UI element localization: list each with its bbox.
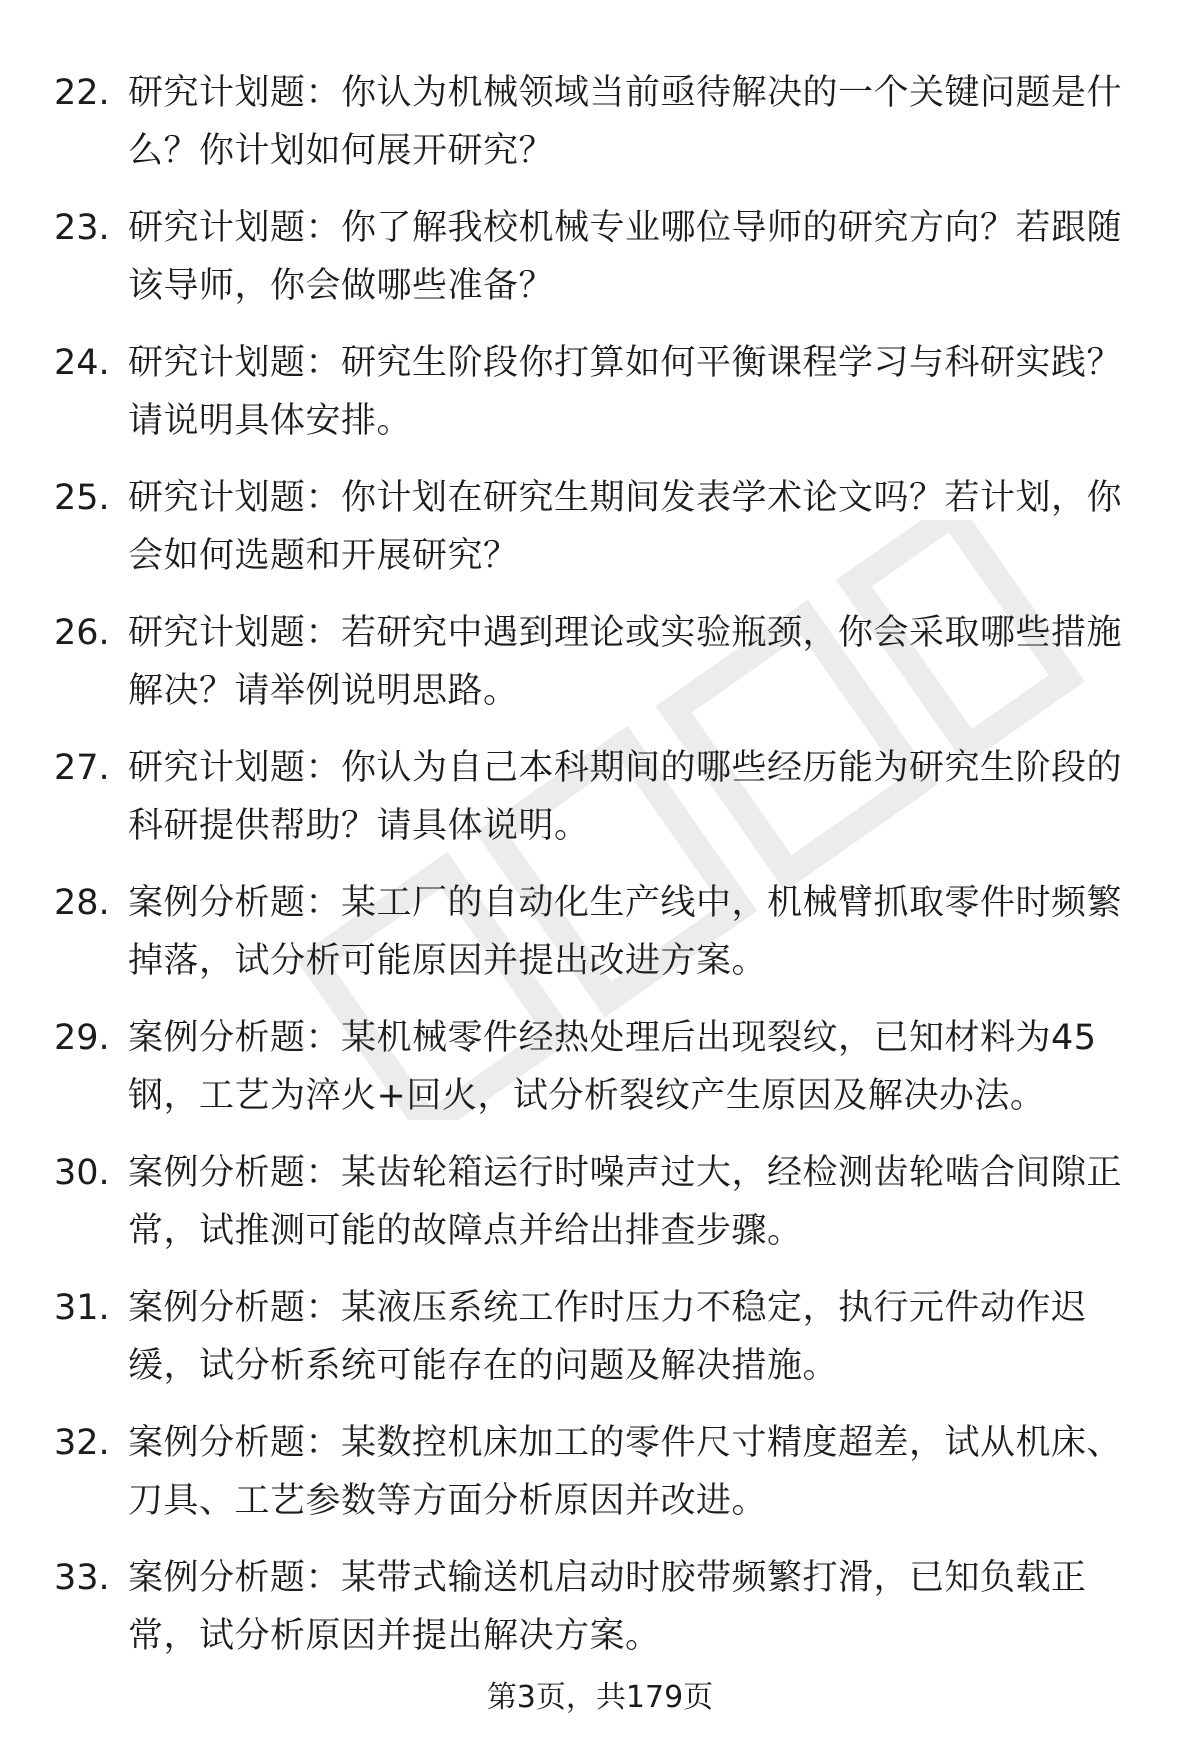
question-item <box>0 326 1200 461</box>
question-item <box>0 866 1200 1001</box>
question-item <box>0 1001 1200 1136</box>
question-item <box>0 461 1200 596</box>
question-number: 27. <box>54 748 110 788</box>
question-item <box>0 1541 1200 1676</box>
question-number: 22. <box>54 73 110 113</box>
question-text: 研究计划题：研究生阶段你打算如何平衡课程学习与科研实践？请说明具体安排。 <box>128 343 1123 441</box>
question-number: 25. <box>54 478 110 518</box>
question-text: 研究计划题：你认为自己本科期间的哪些经历能为研究生阶段的科研提供帮助？请具体说明。 <box>128 748 1123 846</box>
question-text: 研究计划题：你了解我校机械专业哪位导师的研究方向？若跟随该导师，你会做哪些准备？ <box>128 208 1123 306</box>
question-text: 案例分析题：某机械零件经热处理后出现裂纹，已知材料为45钢，工艺为淬火+回火，试分析裂纹产生原因及解决办法。 <box>128 1018 1097 1116</box>
question-text: 案例分析题：某带式输送机启动时胶带频繁打滑，已知负载正常，试分析原因并提出解决方案。 <box>128 1558 1087 1656</box>
question-text: 案例分析题：某液压系统工作时压力不稳定，执行元件动作迟缓，试分析系统可能存在的问题及解决措施。 <box>128 1288 1087 1386</box>
question-list <box>0 56 1200 1676</box>
question-number: 23. <box>54 208 110 248</box>
question-item <box>0 191 1200 326</box>
question-number: 29. <box>54 1018 110 1058</box>
question-number: 30. <box>54 1153 110 1193</box>
question-text: 研究计划题：你认为机械领域当前亟待解决的一个关键问题是什么？你计划如何展开研究？ <box>128 73 1123 171</box>
question-number: 24. <box>54 343 110 383</box>
question-item <box>0 1406 1200 1541</box>
question-number: 33. <box>54 1558 110 1598</box>
question-number: 28. <box>54 883 110 923</box>
question-text: 研究计划题：你计划在研究生期间发表学术论文吗？若计划，你会如何选题和开展研究？ <box>128 478 1123 576</box>
question-text: 案例分析题：某齿轮箱运行时噪声过大，经检测齿轮啮合间隙正常，试推测可能的故障点并给出排查步骤。 <box>128 1153 1123 1251</box>
question-text: 研究计划题：若研究中遇到理论或实验瓶颈，你会采取哪些措施解决？请举例说明思路。 <box>128 613 1123 711</box>
question-number: 32. <box>54 1423 110 1463</box>
question-number: 26. <box>54 613 110 653</box>
question-text: 案例分析题：某工厂的自动化生产线中，机械臂抓取零件时频繁掉落，试分析可能原因并提出改进方案。 <box>128 883 1123 981</box>
question-text: 案例分析题：某数控机床加工的零件尺寸精度超差，试从机床、刀具、工艺参数等方面分析原因并改进。 <box>128 1423 1123 1521</box>
question-number: 31. <box>54 1288 110 1328</box>
question-item <box>0 731 1200 866</box>
question-item <box>0 56 1200 191</box>
question-item <box>0 1136 1200 1271</box>
question-item <box>0 596 1200 731</box>
question-item <box>0 1271 1200 1406</box>
page-footer <box>0 1676 1200 1720</box>
page-number-label: 第3页，共179页 <box>486 1680 714 1715</box>
